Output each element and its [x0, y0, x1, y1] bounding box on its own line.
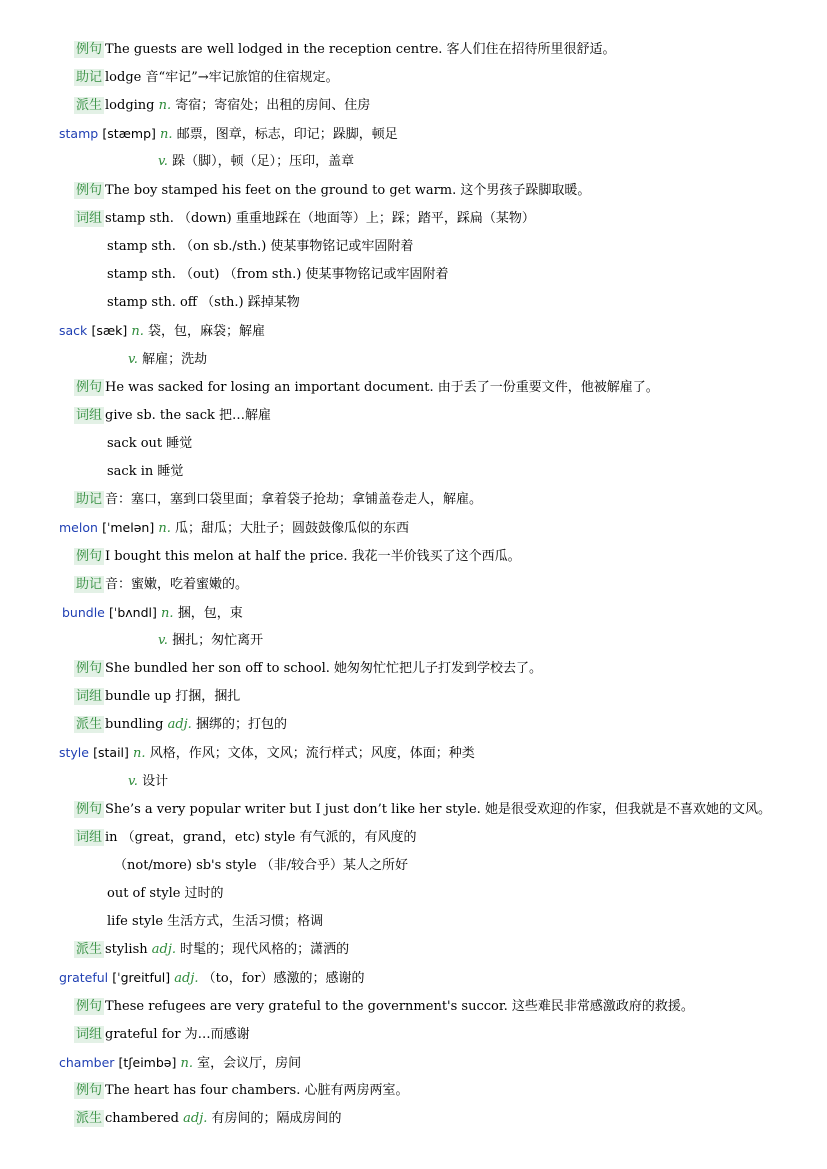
entry-line — [74, 1110, 342, 1128]
entry-line — [74, 829, 417, 847]
entry-line — [74, 941, 349, 959]
part-of-speech: n. — [133, 746, 146, 761]
definition: （to，for）感激的；感谢的 — [202, 971, 365, 986]
definition: 风格，作风；文体，文风；流行样式；风度，体面；种类 — [149, 746, 475, 761]
entry-text: The heart has four chambers. 心脏有两房两室。 — [105, 1083, 409, 1098]
phonetic: [ˈmelən] — [102, 520, 155, 535]
entry-text: I bought this melon at half the price. 我花一半价钱买了这个西瓜。 — [105, 549, 521, 564]
headword-line — [59, 1054, 301, 1073]
part-of-speech: n. — [131, 324, 144, 339]
part-of-speech: adj. — [174, 971, 199, 986]
headword: stamp — [59, 126, 99, 141]
entry-line — [74, 491, 482, 509]
entry-text: He was sacked for losing an important document. 由于丢了一份重要文件，他被解雇了。 — [105, 380, 659, 395]
headword-line — [59, 125, 398, 144]
definition: 邮票，图章，标志，印记；跺脚，顿足 — [176, 127, 398, 142]
definition: 袋，包，麻袋；解雇 — [148, 324, 266, 339]
section-tag: 助记 — [76, 492, 103, 507]
section-tag: 助记 — [76, 70, 103, 85]
entry-text: give sb. the sack 把…解雇 — [105, 408, 272, 423]
entry-line — [107, 463, 183, 481]
entry-line — [74, 801, 771, 819]
section-tag: 例句 — [76, 999, 103, 1014]
entry-text: stamp sth. （down) 重重地踩在（地面等）上；踩；踏平，踩扁（某物） — [105, 211, 535, 226]
part-of-speech: n. — [180, 1056, 194, 1071]
entry-line — [74, 548, 521, 566]
section-tag: 派生 — [76, 98, 103, 113]
definition: 跺（脚），顿（足）；压印，盖章 — [172, 154, 355, 169]
entry-text: lodge 音“牢记”→牢记旅馆的住宿规定。 — [105, 70, 339, 85]
entry-line — [128, 773, 168, 791]
entry-line — [74, 1082, 408, 1100]
phrase-text: sack in 睡觉 — [107, 464, 184, 479]
entry-line — [74, 407, 271, 425]
headword-line — [62, 604, 243, 623]
entry-line — [107, 266, 449, 284]
entry-line — [114, 857, 408, 875]
entry-text: 音：蜜嫩，吃着蜜嫩的。 — [105, 577, 249, 592]
part-of-speech: n. — [158, 521, 171, 536]
headword-line — [59, 969, 365, 988]
section-tag: 例句 — [76, 802, 103, 817]
section-tag: 例句 — [76, 42, 103, 57]
part-of-speech: v. — [128, 352, 138, 367]
entry-text: grateful for 为…而感谢 — [105, 1027, 250, 1042]
section-tag: 例句 — [76, 1083, 103, 1098]
phonetic: [sæk] — [91, 323, 128, 338]
definition: 有房间的；隔成房间的 — [211, 1111, 342, 1126]
section-tag: 助记 — [76, 577, 103, 592]
entry-line — [74, 210, 535, 228]
headword: melon — [59, 520, 98, 535]
headword-line — [59, 322, 265, 341]
definition: 捆，包，束 — [177, 606, 243, 621]
headword: style — [59, 745, 89, 760]
entry-line — [128, 351, 207, 369]
entry-text: The guests are well lodged in the reception centre. 客人们住在招待所里很舒适。 — [105, 42, 616, 57]
section-tag: 词组 — [76, 830, 103, 845]
entry-text: These refugees are very grateful to the government's succor. 这些难民非常感激政府的救援。 — [105, 999, 694, 1014]
entry-line — [158, 632, 263, 650]
phrase-text: （not/more) sb's style （非/较合乎）某人之所好 — [114, 858, 409, 873]
definition: 瓜；甜瓜；大肚子；圆鼓鼓像瓜似的东西 — [175, 521, 410, 536]
part-of-speech: adj. — [167, 717, 192, 732]
entry-line — [74, 379, 659, 397]
part-of-speech: v. — [158, 633, 168, 648]
definition: 解雇；洗劫 — [142, 352, 208, 367]
part-of-speech: v. — [128, 774, 138, 789]
definition: 设计 — [142, 774, 169, 789]
entry-text: bundling — [105, 717, 164, 732]
entry-line — [74, 1026, 250, 1044]
entry-text: lodging — [105, 98, 155, 113]
entry-text: 音：塞口，塞到口袋里面；拿着袋子抢劫；拿铺盖卷走人，解雇。 — [105, 492, 483, 507]
section-tag: 派生 — [76, 1111, 103, 1126]
part-of-speech: adj. — [151, 942, 177, 957]
entry-line — [74, 688, 240, 706]
entry-line — [107, 435, 192, 453]
entry-text: chambered — [105, 1111, 179, 1126]
entry-line — [74, 576, 248, 594]
section-tag: 词组 — [76, 408, 103, 423]
headword-line — [59, 744, 475, 763]
section-tag: 例句 — [76, 661, 103, 676]
section-tag: 例句 — [76, 549, 103, 564]
headword: sack — [59, 323, 88, 338]
entry-line — [107, 238, 413, 256]
part-of-speech: adj. — [183, 1111, 208, 1126]
phonetic: [ˈbʌndl] — [109, 605, 157, 620]
phonetic: [ˈgreitful] — [112, 970, 171, 985]
phonetic: [tʃeimbə] — [118, 1055, 177, 1070]
entry-text: She bundled her son off to school. 她匆匆忙忙把儿子打发到学校去了。 — [105, 661, 543, 676]
headword: grateful — [59, 970, 109, 985]
section-tag: 例句 — [76, 183, 103, 198]
part-of-speech: n. — [161, 606, 174, 621]
section-tag: 派生 — [76, 942, 103, 957]
part-of-speech: v. — [158, 154, 168, 169]
headword: bundle — [62, 605, 105, 620]
section-tag: 例句 — [76, 380, 103, 395]
entry-text: bundle up 打捆，捆扎 — [105, 689, 241, 704]
entry-line — [74, 182, 590, 200]
section-tag: 词组 — [76, 689, 103, 704]
definition: 捆绑的；打包的 — [195, 717, 287, 732]
entry-text: in （great，grand，etc) style 有气派的，有风度的 — [105, 830, 417, 845]
phrase-text: out of style 过时的 — [107, 886, 224, 901]
definition: 寄宿；寄宿处；出租的房间、住房 — [175, 98, 371, 113]
entry-line — [74, 998, 694, 1016]
entry-text: stylish — [105, 942, 148, 957]
part-of-speech: n. — [160, 127, 173, 142]
entry-line — [74, 97, 370, 115]
entry-line — [107, 913, 323, 931]
phrase-text: sack out 睡觉 — [107, 436, 193, 451]
entry-line — [74, 69, 339, 87]
entry-line — [107, 294, 300, 312]
entry-text: The boy stamped his feet on the ground to get warm. 这个男孩子跺脚取暖。 — [105, 183, 591, 198]
phrase-text: life style 生活方式，生活习惯；格调 — [107, 914, 324, 929]
entry-line — [74, 660, 542, 678]
headword-line — [59, 519, 409, 538]
section-tag: 派生 — [76, 717, 103, 732]
section-tag: 词组 — [76, 1027, 103, 1042]
entry-line — [74, 716, 287, 734]
entry-line — [158, 153, 354, 171]
part-of-speech: n. — [158, 98, 172, 113]
entry-line — [107, 885, 224, 903]
definition: 室，会议厅，房间 — [197, 1056, 302, 1071]
phonetic: [stæmp] — [102, 126, 156, 141]
phonetic: [stail] — [93, 745, 129, 760]
phrase-text: stamp sth. off （sth.) 踩掉某物 — [107, 295, 300, 310]
headword: chamber — [59, 1055, 115, 1070]
phrase-text: stamp sth. （on sb./sth.) 使某事物铭记或牢固附着 — [107, 239, 414, 254]
section-tag: 词组 — [76, 211, 103, 226]
entry-line — [74, 41, 616, 59]
definition: 时髦的；现代风格的；潇洒的 — [180, 942, 350, 957]
definition: 捆扎；匆忙离开 — [172, 633, 264, 648]
phrase-text: stamp sth. （out) （from sth.) 使某事物铭记或牢固附着 — [107, 267, 449, 282]
entry-text: She’s a very popular writer but I just don’t like her style. 她是很受欢迎的作家，但我就是不喜欢她的文风。 — [105, 802, 771, 817]
